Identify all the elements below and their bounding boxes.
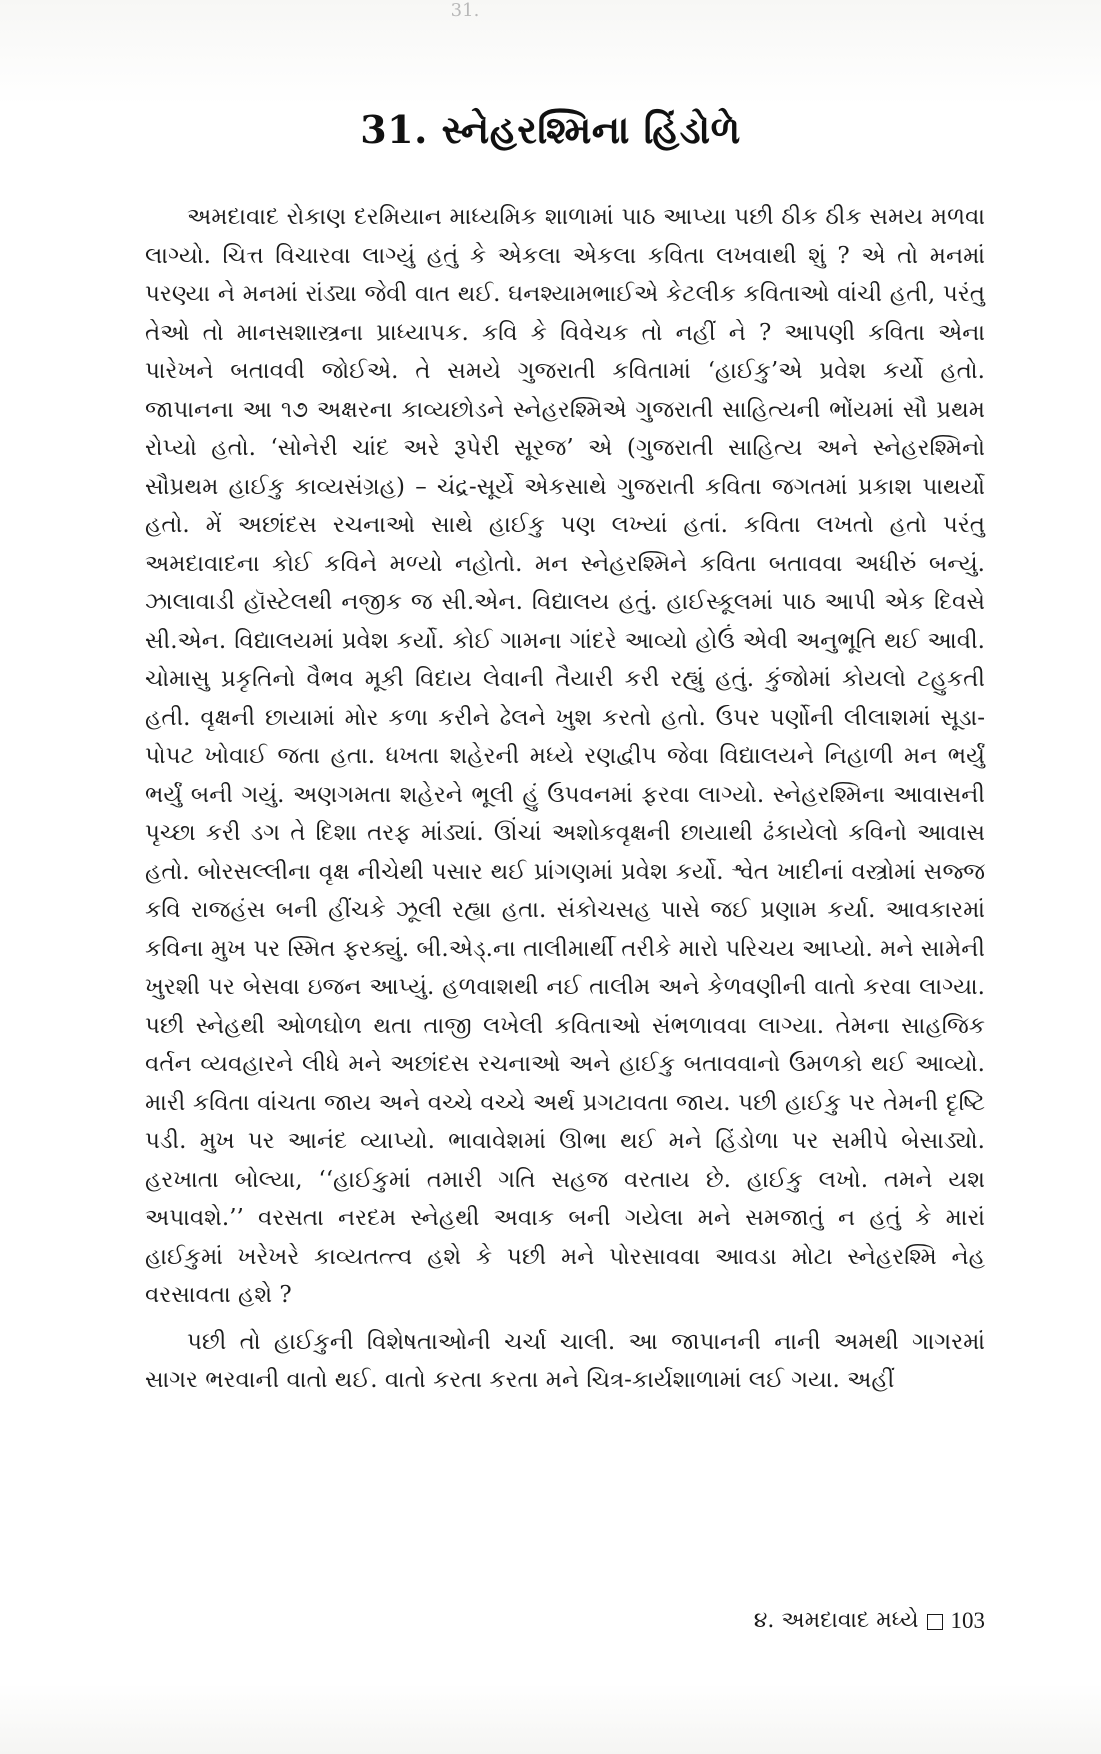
paragraph-2: પછી તો હાઈકુની વિશેષતાઓની ચર્ચા ચાલી. આ જાપાનની નાની અમથી ગાગરમાં સાગર ભરવાની વાતો થઈ. વાતો કરતા કરતા મને ચિત્ર-કાર્યશાળામાં લઈ ગયા. અહીં bbox=[145, 1328, 985, 1393]
chapter-title: 31. સ્નેહરશ્મિના હિંડોળે bbox=[360, 107, 741, 152]
page-number: 103 bbox=[950, 1608, 985, 1633]
body-text bbox=[145, 198, 985, 1400]
paragraph-1: અમદાવાદ રોકાણ દરમિયાન માધ્યમિક શાળામાં પાઠ આપ્યા પછી ઠીક ઠીક સમય મળવા લાગ્યો. ચિત્ત વિચારવા લાગ્યું હતું કે એકલા એકલા કવિતા લખવાથી શું ? એ તો મનમાં પરણ્યા ને મનમાં રાંડ્યા જેવી વાત થઈ. ઘનશ્યામભાઈએ કેટલીક કવિતાઓ વાંચી હતી, પરંતુ તેઓ તો માનસશાસ્ત્રના પ્રાધ્યાપક. કવિ કે વિવેચક તો નહીં ને ? આપણી કવિતા એના પારેખને બતાવવી જોઈએ. તે સમયે ગુજરાતી કવિતામાં ‘હાઈકુ’એ પ્રવેશ કર્યો હતો. જાપાનના આ ૧૭ અક્ષરના કાવ્યછોડને સ્નેહરશ્મિએ ગુજરાતી સાહિત્યની ભોંયમાં સૌ પ્રથમ રોપ્યો હતો. ‘સોનેરી ચાંદ અરે રૂપેરી સૂરજ’ એ (ગુજરાતી સાહિત્ય અને સ્નેહરશ્મિનો સૌપ્રથમ હાઈકુ કાવ્યસંગ્રહ) – ચંદ્ર-સૂર્યે એકસાથે ગુજરાતી કવિતા જગતમાં પ્રકાશ પાથર્યો હતો. મેં અછાંદસ રચનાઓ સાથે હાઈકુ પણ લખ્યાં હતાં. કવિતા લખતો હતો પરંતુ અમદાવાદના કોઈ કવિને મળ્યો નહોતો. મન સ્નેહરશ્મિને કવિતા બતાવવા અધીરું બન્યું. ઝાલાવાડી હૉસ્ટેલથી નજીક જ સી.એન. વિદ્યાલય હતું. હાઈસ્કૂલમાં પાઠ આપી એક દિવસે સી.એન. વિદ્યાલયમાં પ્રવેશ કર્યો. કોઈ ગામના ગાંદરે આવ્યો હોઉં એવી અનુભૂતિ થઈ આવી. ચોમાસુ પ્રકૃતિનો વૈભવ મૂકી વિદાય લેવાની તૈયારી કરી રહ્યું હતું. કુંજોમાં કોયલો ટહુકતી હતી. વૃક્ષની છાયામાં મોર કળા કરીને ઢેલને ખુશ કરતો હતો. ઉપર પર્ણોની લીલાશમાં સૂડા-પોપટ ખોવાઈ જતા હતા. ધખતા શહેરની મધ્યે રણદ્વીપ જેવા વિદ્યાલયને નિહાળી મન ભર્યું ભર્યું બની ગયું. અણગમતા શહેરને ભૂલી હું ઉપવનમાં ફરવા લાગ્યો. સ્નેહરશ્મિના આવાસની પૃચ્છા કરી ડગ તે દિશા તરફ માંડ્યાં. ઊંચાં અશોકવૃક્ષની છાયાથી ઢંકાયેલો કવિનો આવાસ હતો. બોરસલ્લીના વૃક્ષ નીચેથી પસાર થઈ પ્રાંગણમાં પ્રવેશ કર્યો. શ્વેત ખાદીનાં વસ્ત્રોમાં સજ્જ કવિ રાજહંસ બની હીંચકે ઝૂલી રહ્યા હતા. સંકોચસહ પાસે જઈ પ્રણામ કર્યા. આવકારમાં કવિના મુખ પર સ્મિત ફરક્યું. બી.એડ્.ના તાલીમાર્થી તરીકે મારો પરિચય આપ્યો. મને સામેની ખુરશી પર બેસવા ઇજન આપ્યું. હળવાશથી નઈ તાલીમ અને કેળવણીની વાતો કરવા લાગ્યા. પછી સ્નેહથી ઓળઘોળ થતા તાજી લખેલી કવિતાઓ સંભળાવવા લાગ્યા. તેમના સાહજિક વર્તન વ્યવહારને લીધે મને અછાંદસ રચનાઓ અને હાઈકુ બતાવવાનો ઉમળકો થઈ આવ્યો. મારી કવિતા વાંચતા જાય અને વચ્ચે વચ્ચે અર્થ પ્રગટાવતા જાય. પછી હાઈકુ પર તેમની દૃષ્ટિ પડી. મુખ પર આનંદ વ્યાપ્યો. ભાવાવેશમાં ઊભા થઈ મને હિંડોળા પર સમીપે બેસાડ્યો. હરખાતા બોલ્યા, ‘‘હાઈકુમાં તમારી ગતિ સહજ વરતાય છે. હાઈકુ લખો. તમને યશ અપાવશે.’’ વરસતા નરદમ સ્નેહથી અવાક બની ગયેલા મને સમજાતું ન હતું કે મારાં હાઈકુમાં ખરેખરે કાવ્યતત્ત્વ હશે કે પછી મને પોરસાવવા આવડા મોટા સ્નેહરશ્મિ નેહ વરસાવતા હશે ? bbox=[145, 204, 985, 1308]
running-header: 31. bbox=[450, 0, 480, 21]
section-label: ૪. અમદાવાદ મધ્યે bbox=[753, 1608, 919, 1633]
page-footer bbox=[754, 1606, 985, 1636]
square-outline-icon bbox=[927, 1614, 943, 1630]
